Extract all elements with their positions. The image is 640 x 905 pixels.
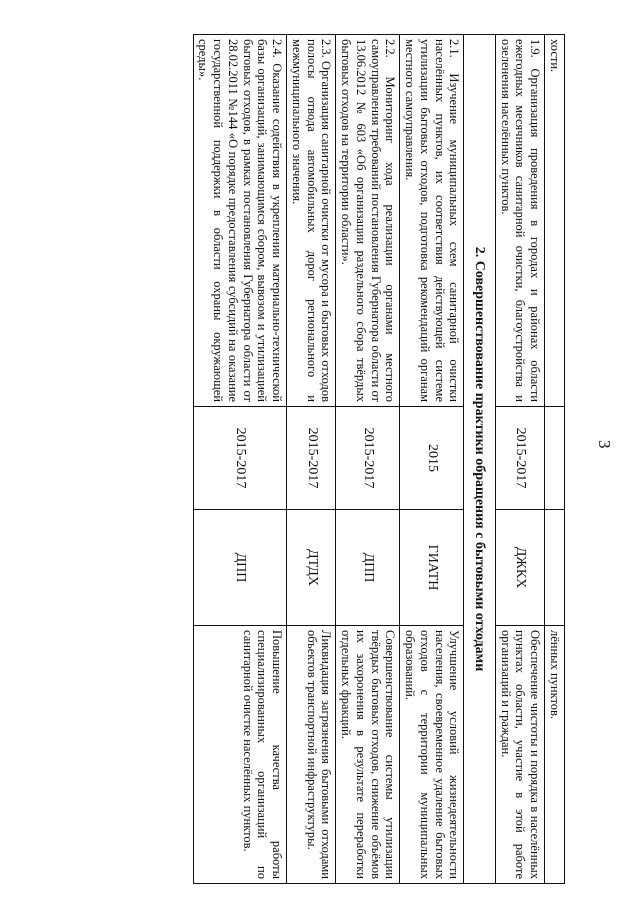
executor-cell: ДПП — [193, 510, 287, 626]
result-cell: Ликвидация загрязнения бытовыми отходами объектов транспортной инфраструктуры. — [287, 626, 336, 884]
section-heading-row — [464, 35, 496, 884]
table-row — [336, 35, 400, 884]
result-cell: Улучшение условий жизнедеятельности населения, своевременное удаление бытовых отходов с территории муниципальных образований. — [400, 626, 464, 884]
page-number: 3 — [595, 440, 614, 449]
executor-cell — [545, 510, 565, 626]
term-cell: 2015-2017 — [496, 407, 545, 510]
executor-cell: ГИАТН — [400, 510, 464, 626]
table-row — [193, 35, 287, 884]
table-row — [287, 35, 336, 884]
measure-cell: 2.1. Изучение муниципальных схем санитарной очистки населённых пунктов, их соответствия действующей системе утилизации бытовых отходов, подготовка рекомендаций органам местного самоуправления. — [400, 35, 464, 407]
table-row — [496, 35, 545, 884]
measure-cell: 2.2. Мониторинг хода реализации органами местного самоуправления требований постановления Губернатора области от 13.06.2012 № 603 «Об организации раздельного сбора твёрдых бытовых отходов на территории области». — [336, 35, 400, 407]
measure-cell: 2.3. Организация санитарной очистки от мусора и бытовых отходов полосы отвода автомобильных дорог регионального и межмуниципального значения. — [287, 35, 336, 407]
term-cell: 2015-2017 — [287, 407, 336, 510]
measure-cell: хости. — [545, 35, 565, 407]
section-title: 2. Совершенствование практики обращения с бытовыми отходами — [464, 35, 496, 884]
measure-cell: 2.4. Оказание содействия в укреплении материально-технической базы организаций, занимающимся сбором, вывозом и утилизацией бытовых отходов, в рамках постановления Губернатора области от 28.02.2011 №144 «О порядке предоставления субсидий на оказание государственной поддержки в области охраны окружающей среды». — [193, 35, 287, 407]
result-cell: Обеспечение чистоты и порядка в населённых пунктах области, участие в этой работе организаций и граждан. — [496, 626, 545, 884]
measure-cell: 1.9. Организация проведения в городах и районах области ежегодных месячников санитарной очистки, благоустройства и озеленения населённых пунктов. — [496, 35, 545, 407]
term-cell: 2015-2017 — [193, 407, 287, 510]
measures-table — [193, 34, 565, 884]
term-cell: 2015 — [400, 407, 464, 510]
result-cell: лённых пунктов. — [545, 626, 565, 884]
table-row — [400, 35, 464, 884]
result-cell: Повышение качества работы специализированных организаций по санитарной очистке населённых пунктов. — [193, 626, 287, 884]
table-row — [545, 35, 565, 884]
term-cell — [545, 407, 565, 510]
term-cell: 2015-2017 — [336, 407, 400, 510]
executor-cell: ДТДХ — [287, 510, 336, 626]
result-cell: Совершенствование системы утилизации твёрдых бытовых отходов, снижение объёмов их захоронения в результате переработки отдельных фракций. — [336, 626, 400, 884]
executor-cell: ДЖКХ — [496, 510, 545, 626]
executor-cell: ДПП — [336, 510, 400, 626]
